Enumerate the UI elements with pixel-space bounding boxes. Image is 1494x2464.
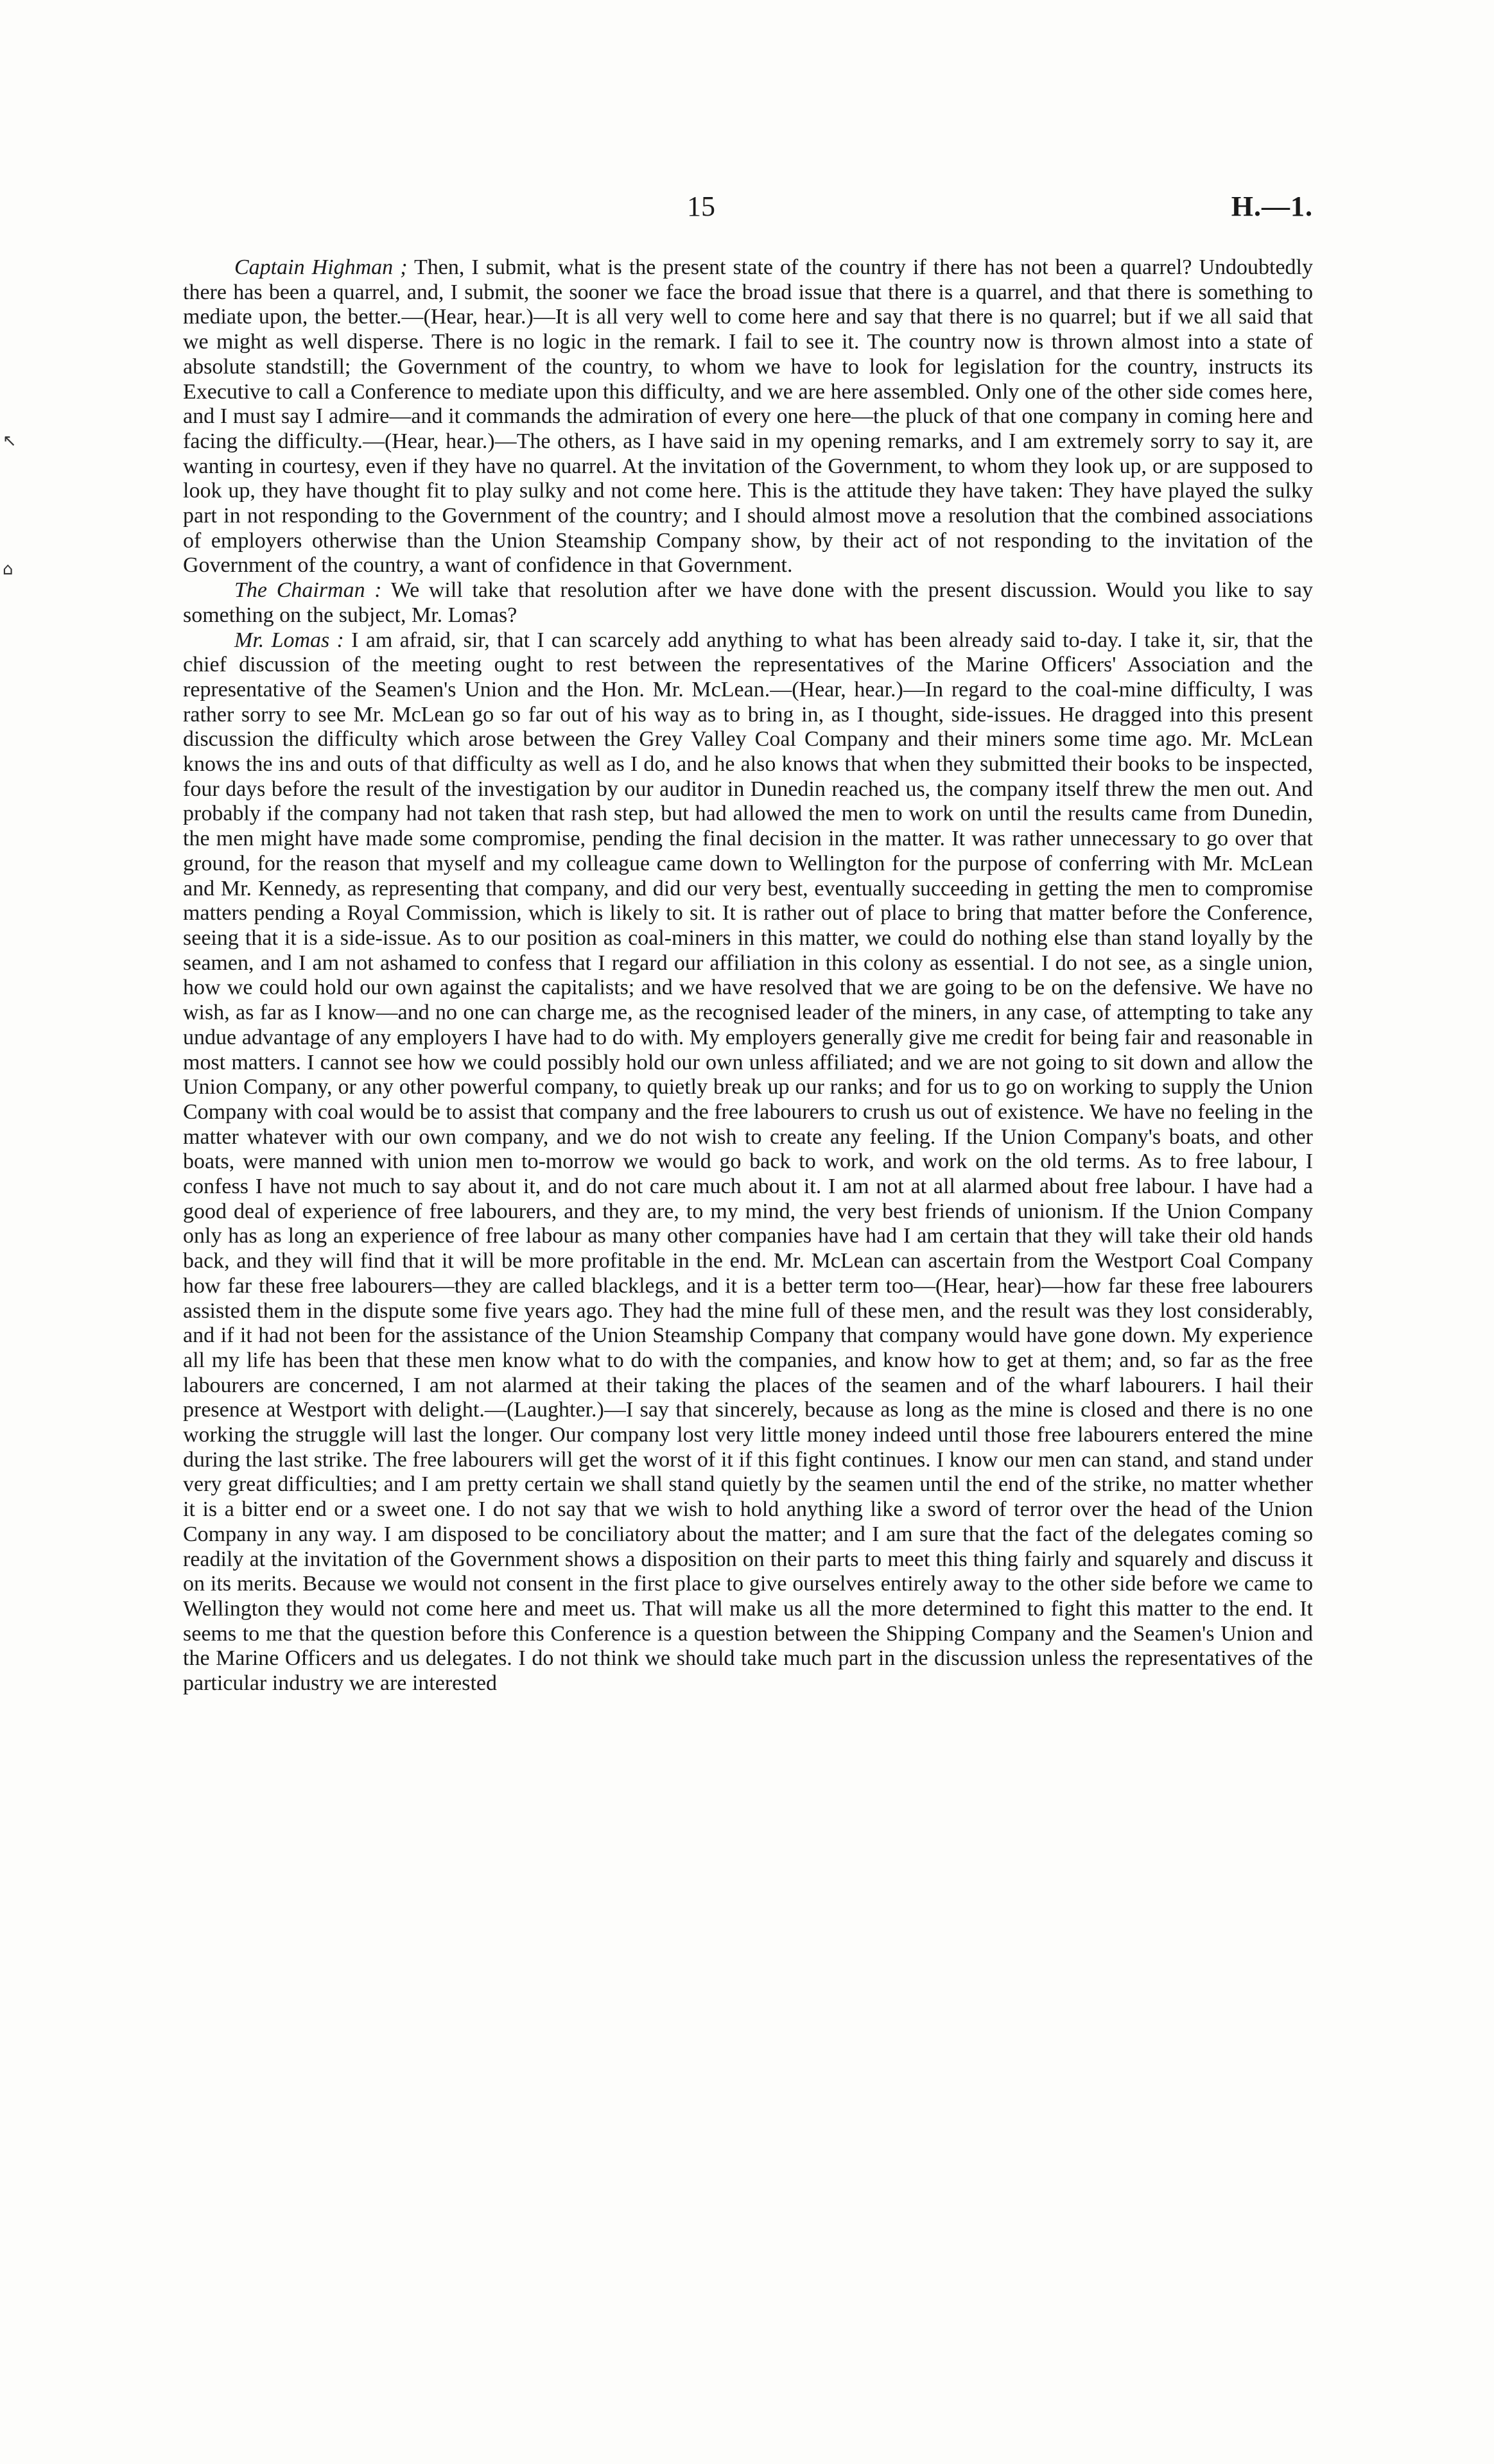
speaker-name: The Chairman : — [234, 578, 382, 603]
paragraph-highman — [183, 255, 1313, 578]
margin-mark: ⌂ — [3, 560, 13, 579]
paragraph-text: We will take that resolution after we have done with the present discussion. Would you like to say something on the subject, Mr. Lomas? — [183, 578, 1314, 627]
body-text — [183, 255, 1313, 1696]
margin-mark: ↖ — [3, 431, 17, 451]
paragraph-text: Then, I submit, what is the present state of the country if there has not been a quarrel? Undoubtedly there has been a quarrel, and, I submit, the sooner we face the broad issue that there is a quarrel, and that there is something to mediate upon, the better.—(Hear, hear.)—It is all very well to come here and say that there is no quarrel; but if we all said that we might as well disperse. There is no logic in the remark. I fail to see it. The country now is thrown almost into a state of absolute standstill; the Government of the country, to whom we have to look for legislation for the country, instructs its Executive to call a Conference to mediate upon this difficulty, and we are here assembled. Only one of the other side comes here, and I must say I admire—and it commands the admiration of every one here—the pluck of that one company in coming here and facing the difficulty.—(Hear, hear.)—The others, as I have said in my opening remarks, and I am extremely sorry to say it, are wanting in courtesy, even if they have no quarrel. At the invitation of the Government, to whom they look up, or are supposed to look up, they have thought fit to play sulky and not come here. This is the attitude they have taken: They have played the sulky part in not responding to the Government of the country; and I should almost move a resolution that the combined associations of employers otherwise than the Union Steamship Company show, by their act of not responding to the invitation of the Government of the country, a want of confidence in that Government. — [183, 255, 1314, 578]
paragraph-chairman — [183, 578, 1313, 628]
page-header — [183, 187, 1313, 226]
paragraph-lomas — [183, 628, 1313, 1696]
page-number: 15 — [687, 191, 715, 222]
speaker-name: Captain Highman ; — [234, 255, 408, 279]
paragraph-text: I am afraid, sir, that I can scarcely add anything to what has been already said to-day. I take it, sir, that the chief discussion of the meeting ought to rest between the representatives of the Marine Officers' Association and the representative of the Seamen's Union and the Hon. Mr. McLean.—(Hear, hear.)—In regard to the coal-mine difficulty, I was rather sorry to see Mr. McLean go so far out of his way as to bring in, as I thought, side-issues. He dragged into this present discussion the difficulty which arose between the Grey Valley Coal Company and their miners some time ago. Mr. McLean knows the ins and outs of that difficulty as well as I do, and he also knows that when they submitted their books to be inspected, four days before the result of the investigation by our auditor in Dunedin reached us, the company itself threw the men out. And probably if the company had not taken that rash step, but had allowed the men to work on until the results came from Dunedin, the men might have made some compromise, pending the final decision in the matter. It was rather unnecessary to go over that ground, for the reason that myself and my colleague came down to Wellington for the purpose of conferring with Mr. McLean and Mr. Kennedy, as representing that company, and did our very best, eventually succeeding in getting the men to compromise matters pending a Royal Commission, which is likely to sit. It is rather out of place to bring that matter before the Conference, seeing that it is a side-issue. As to our position as coal-miners in this matter, we could do nothing else than stand loyally by the seamen, and I am not ashamed to confess that I regard our affiliation in this colony as essential. I do not see, as a single union, how we could hold our own against the capitalists; and we have resolved that we are going to be on the defensive. We have no wish, as far as I know—and no one can charge me, as the recognised leader of the miners, in any case, of attempting to take any undue advantage of any employers I have had to do with. My employers generally give me credit for being fair and reasonable in most matters. I cannot see how we could possibly hold our own unless affiliated; and we are not going to sit down and allow the Union Company, or any other powerful company, to quietly break up our ranks; and for us to go on working to supply the Union Company with coal would be to assist that company and the free labourers to crush us out of existence. We have no feeling in the matter whatever with our own company, and we do not wish to create any feeling. If the Union Company's boats, and other boats, were manned with union men to-morrow we would go back to work, and work on the old terms. As to free labour, I confess I have not much to say about it, and do not care much about it. I am not at all alarmed about free labour. I have had a good deal of experience of free labourers, and they are, to my mind, the very best friends of unionism. If the Union Company only has as long an experience of free labour as many other companies have had I am certain that they will take their old hands back, and they will find that it will be more profitable in the end. Mr. McLean can ascertain from the Westport Coal Company how far these free labourers—they are called blacklegs, and it is a better term too—(Hear, hear)—how far these free labourers assisted them in the dispute some five years ago. They had the mine full of these men, and the result was they lost considerably, and if it had not been for the assistance of the Union Steamship Company that company would have gone down. My experience all my life has been that these men know what to do with the companies, and know how to get at them; and, so far as the free labourers are concerned, I am not alarmed at their taking the places of the seamen and of the wharf labourers. I hail their presence at Westport with delight.—(Laughter.)—I say that sincerely, because as long as the mine is closed and there is no one working the struggle will last the longer. Our company lost very little money indeed until those free labourers entered the mine during the last strike. The free labourers will get the worst of it if this fight continues. I know our men can stand, and stand under very great difficulties; and I am pretty certain we shall stand quietly by the seamen until the end of the strike, no matter whether it is a bitter end or a sweet one. I do not say that we wish to hold anything like a sword of terror over the head of the Union Company in any way. I am disposed to be conciliatory about the matter; and I am sure that the fact of the delegates coming so readily at the invitation of the Government shows a disposition on their parts to meet this thing fairly and squarely and discuss it on its merits. Because we would not consent in the first place to give ourselves entirely away to the other side before we came to Wellington they would not come here and meet us. That will make us all the more determined to fight this matter to the end. It seems to me that the question before this Conference is a question between the Shipping Company and the Seamen's Union and the Marine Officers and us delegates. I do not think we should take much part in the discussion unless the representatives of the particular industry we are interested — [183, 628, 1313, 1696]
document-reference: H.—1. — [1231, 191, 1313, 222]
speaker-name: Mr. Lomas : — [234, 628, 344, 652]
